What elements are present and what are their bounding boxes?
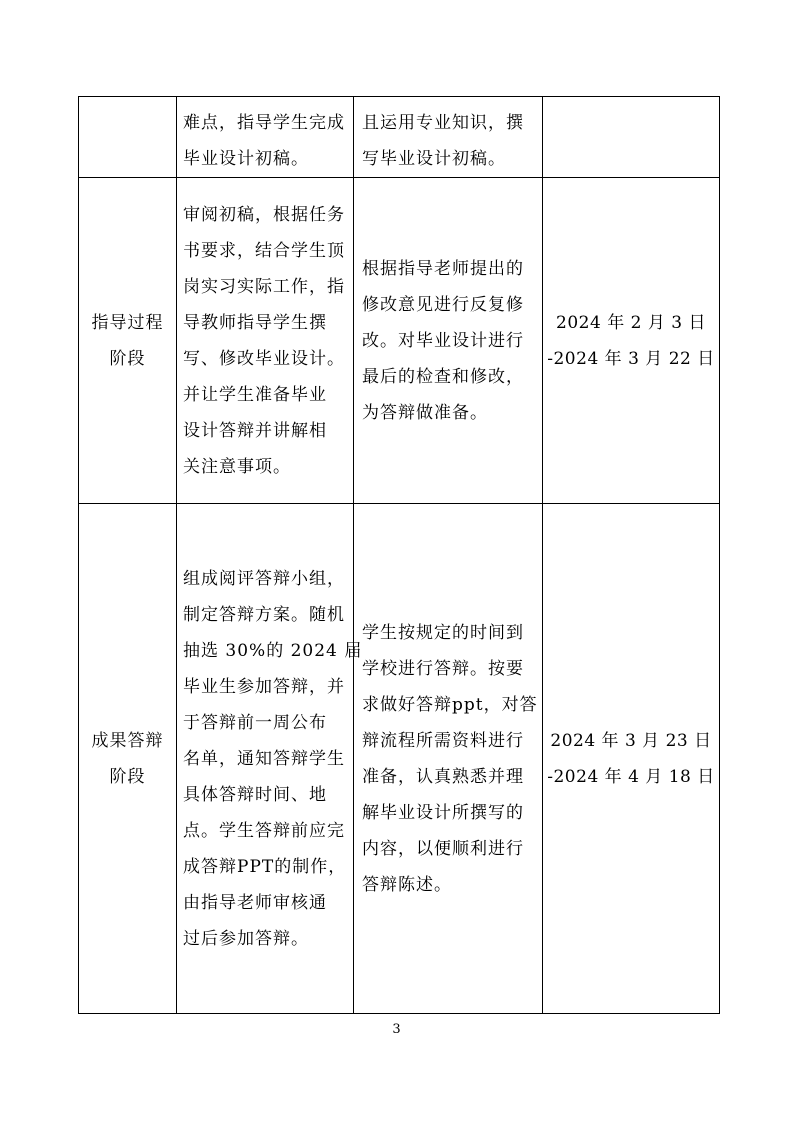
guidance-cell — [177, 504, 363, 1014]
stage-label: 指导过程 — [91, 312, 164, 333]
guidance-line: 并让学生准备毕业 — [183, 384, 327, 405]
student-task-line: 解毕业设计所撰写的 — [362, 802, 524, 823]
student-task-line: 修改意见进行反复修 — [362, 294, 524, 315]
table-row — [79, 97, 720, 178]
student-task-line: 求做好答辩ppt，对答 — [362, 694, 538, 715]
time-start: 2024 年 3 月 23 日 — [550, 730, 712, 751]
student-task-line: 答辩陈述。 — [362, 874, 452, 895]
guidance-line: 毕业生参加答辩，并 — [183, 676, 345, 697]
table-row — [79, 178, 720, 504]
student-task-line: 且运用专业知识，撰 — [362, 113, 524, 133]
guidance-line: 关注意事项。 — [183, 456, 291, 477]
guidance-cell — [177, 178, 354, 504]
stage-cell — [79, 97, 177, 178]
time-cell — [543, 97, 720, 178]
stage-cell — [79, 178, 177, 504]
student-task-line: 改。对毕业设计进行 — [362, 330, 524, 351]
guidance-line: 岗实习实际工作，指 — [183, 276, 345, 297]
student-task-cell — [354, 97, 543, 178]
student-task-line: 内容，以便顺利进行 — [362, 838, 524, 859]
student-task-line: 辩流程所需资料进行 — [362, 730, 524, 751]
student-task-line: 学生按规定的时间到 — [362, 622, 524, 643]
page-number: 3 — [392, 1022, 401, 1037]
stage-label: 成果答辩 — [91, 730, 164, 751]
guidance-line: 毕业设计初稿。 — [183, 149, 309, 169]
stage-label: 阶段 — [109, 348, 146, 369]
guidance-line: 书要求，结合学生顶 — [183, 240, 345, 261]
table-row — [79, 504, 720, 1014]
student-task-line: 根据指导老师提出的 — [362, 258, 524, 279]
guidance-line: 制定答辩方案。随机 — [183, 604, 345, 625]
time-start: 2024 年 2 月 3 日 — [556, 312, 706, 333]
schedule-table — [78, 96, 720, 1014]
guidance-line: 审阅初稿，根据任务 — [183, 204, 345, 225]
student-task-line: 准备，认真熟悉并理 — [362, 766, 524, 787]
guidance-line: 设计答辩并讲解相 — [183, 420, 327, 441]
time-end: -2024 年 4 月 18 日 — [547, 766, 715, 787]
guidance-line: 具体答辩时间、地 — [183, 784, 327, 805]
stage-label: 阶段 — [109, 766, 146, 787]
guidance-line: 过后参加答辩。 — [183, 928, 309, 949]
time-end: -2024 年 3 月 22 日 — [547, 348, 715, 369]
guidance-line: 由指导老师审核通 — [183, 892, 327, 913]
stage-cell — [79, 504, 177, 1014]
student-task-line: 学校进行答辩。按要 — [362, 658, 524, 679]
student-task-cell — [354, 504, 543, 1014]
student-task-line: 为答辩做准备。 — [362, 402, 488, 423]
student-task-line: 写毕业设计初稿。 — [362, 149, 506, 169]
time-cell — [543, 178, 720, 504]
student-task-line: 最后的检查和修改， — [362, 366, 524, 387]
guidance-line: 写、修改毕业设计。 — [183, 348, 345, 369]
guidance-line: 成答辩PPT的制作， — [183, 856, 347, 877]
time-cell — [543, 504, 720, 1014]
guidance-line: 导教师指导学生撰 — [183, 312, 327, 333]
guidance-cell — [177, 97, 354, 178]
guidance-line: 于答辩前一周公布 — [183, 712, 327, 733]
guidance-line: 名单，通知答辩学生 — [183, 748, 345, 769]
guidance-line: 组成阅评答辩小组， — [183, 568, 345, 589]
student-task-cell — [354, 178, 543, 504]
guidance-line: 难点，指导学生完成 — [183, 113, 345, 133]
guidance-line: 点。学生答辩前应完 — [183, 820, 345, 841]
guidance-line: 抽选 30%的 2024 届 — [183, 640, 363, 661]
